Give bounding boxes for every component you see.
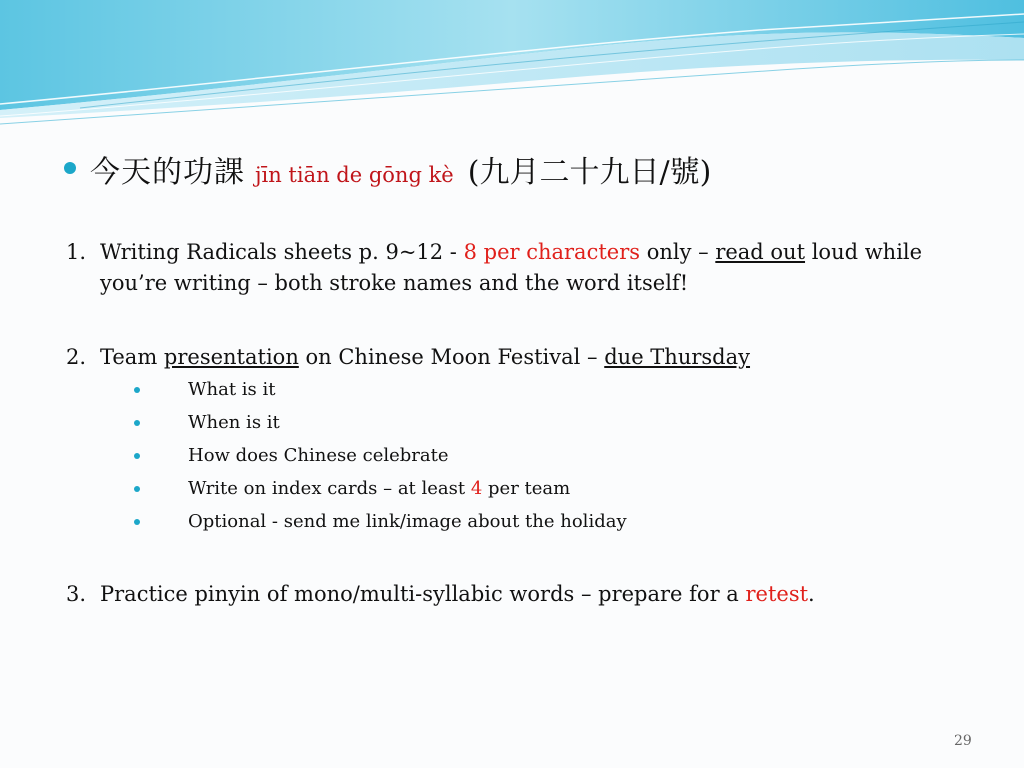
highlight-text: 8 per characters bbox=[463, 240, 641, 264]
item-text-part: on Chinese Moon Festival – bbox=[298, 345, 605, 369]
header-wave-decoration bbox=[0, 0, 1024, 140]
title-date: 九月二十九日 bbox=[479, 155, 660, 190]
title-paren-close: ) bbox=[699, 155, 712, 190]
bullet-icon bbox=[134, 519, 140, 525]
sub-item-text: Optional - send me link/image about the holiday bbox=[188, 511, 627, 532]
item-text-part: only – bbox=[640, 240, 716, 264]
underlined-text: read out bbox=[715, 240, 806, 264]
item-text bbox=[100, 237, 980, 299]
item-text bbox=[100, 579, 980, 610]
sub-item-text: What is it bbox=[188, 379, 276, 400]
bullet-icon bbox=[134, 387, 140, 393]
title-pinyin: jīn tiān de gōng kè bbox=[255, 163, 454, 187]
sub-item-text bbox=[188, 475, 570, 503]
bullet-icon bbox=[134, 453, 140, 459]
item-text bbox=[100, 342, 980, 373]
bullet-icon bbox=[134, 486, 140, 492]
item-text-part: . bbox=[808, 582, 815, 606]
highlight-text: retest bbox=[745, 582, 809, 606]
sub-item-text-part: per team bbox=[482, 478, 571, 499]
sub-item-text: How does Chinese celebrate bbox=[188, 445, 449, 466]
highlight-text: 4 bbox=[470, 478, 483, 499]
title-paren-open: ( bbox=[467, 155, 480, 190]
underlined-text: due Thursday bbox=[604, 345, 751, 369]
sub-item-text-part: Write on index cards – at least bbox=[188, 478, 471, 499]
title-chinese: 今天的功課 bbox=[90, 155, 245, 190]
title-slash: / bbox=[659, 155, 670, 190]
slide-title bbox=[64, 147, 711, 191]
item-text-part: Writing Radicals sheets p. 9~12 - bbox=[100, 240, 464, 264]
bullet-icon bbox=[134, 420, 140, 426]
item-number: 3. bbox=[66, 582, 87, 606]
underlined-text: presentation bbox=[163, 345, 299, 369]
item-text-part: Team bbox=[100, 345, 164, 369]
item-number: 1. bbox=[66, 240, 87, 264]
page-number: 29 bbox=[954, 733, 972, 749]
title-suffix: 號 bbox=[669, 155, 700, 190]
item-number: 2. bbox=[66, 345, 87, 369]
sub-item-text: When is it bbox=[188, 412, 280, 433]
item-text-part: Practice pinyin of mono/multi-syllabic words – prepare for a bbox=[100, 582, 746, 606]
item-text-part: loud while you’re writing – both stroke names and the word itself! bbox=[100, 240, 923, 295]
title-bullet-icon bbox=[64, 162, 76, 174]
